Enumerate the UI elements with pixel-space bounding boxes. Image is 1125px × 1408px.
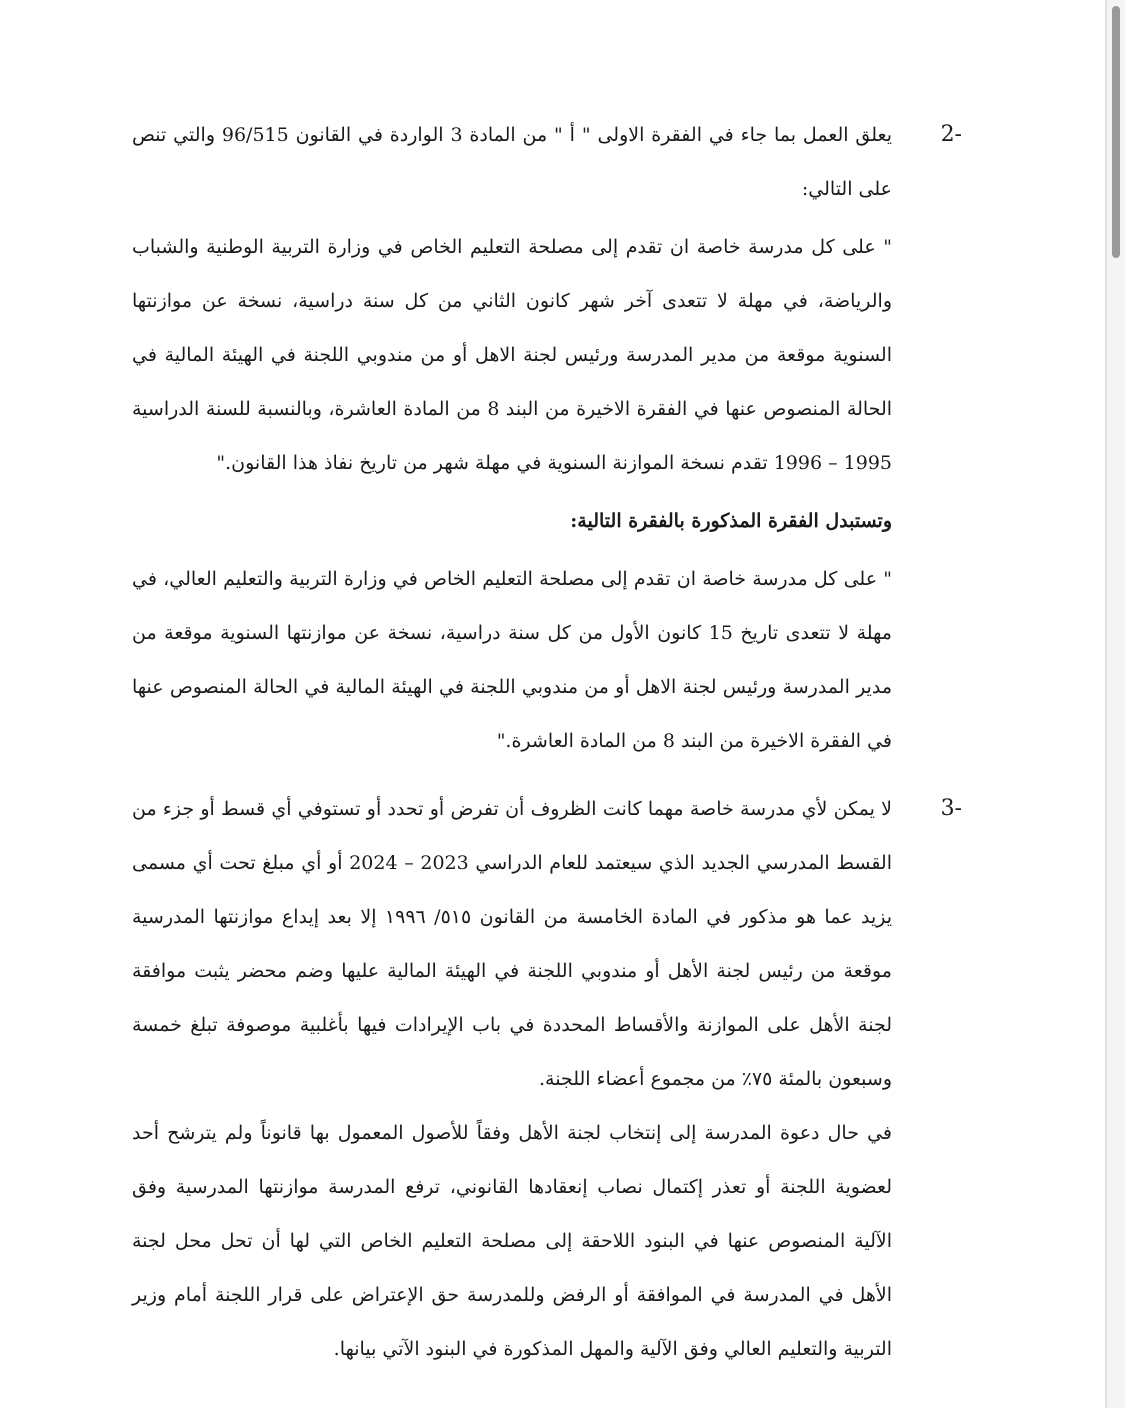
clause-3 — [132, 782, 962, 1106]
clause-text: لا يمكن لأي مدرسة خاصة مهما كانت الظروف أن تفرض أو تحدد أو تستوفي أي قسط أو جزء من القسط المدرسي الجديد الذي سيعتمد للعام الدراسي 2023 – 2024 أو أي مبلغ تحت أي مسمى يزيد عما هو مذكور في المادة الخامسة من القانون ٥١٥/ ١٩٩٦ إلا بعد إيداع موازنتها المدرسية موقعة من رئيس لجنة الأهل أو مندوبي اللجنة في الهيئة المالية عليها وضم محضر يثبت موافقة لجنة الأهل على الموازنة والأقساط المحددة في باب الإيرادات فيها بأغلبية موصوفة تبلغ خمسة وسبعون بالمئة ٧٥٪ من مجموع أعضاء اللجنة. — [132, 798, 893, 1090]
clause-2 — [132, 108, 962, 216]
document-body — [132, 108, 962, 1376]
replacement-heading: وتستبدل الفقرة المذكورة بالفقرة التالية: — [570, 510, 892, 532]
new-paragraph-quote: " على كل مدرسة خاصة ان تقدم إلى مصلحة التعليم الخاص في وزارة التربية والتعليم العالي، في مهلة لا تتعدى تاريخ 15 كانون الأول من كل سنة دراسية، نسخة عن موازنتها السنوية موقعة من مدير المدرسة ورئيس لجنة الاهل أو من مندوبي اللجنة في الهيئة المالية في الحالة المنصوص عنها في الفقرة الاخيرة من البند 8 من المادة العاشرة." — [132, 568, 892, 752]
clause-number: 2- — [940, 122, 962, 147]
clause-continuation: في حال دعوة المدرسة إلى إنتخاب لجنة الأهل وفقاً للأصول المعمول بها قانوناً ولم يترشح أحد لعضوية اللجنة أو تعذر إكتمال نصاب إنعقادها القانوني، ترفع المدرسة موازنتها المدرسية وفق الآلية المنصوص عنها في البنود اللاحقة إلى مصلحة التعليم الخاص التي لها أن تحل محل لجنة الأهل في المدرسة في الموافقة أو الرفض وللمدرسة حق الإعتراض على قرار اللجنة أمام وزير التربية والتعليم العالي وفق الآلية والمهل المذكورة في البنود الآتي بيانها. — [132, 1122, 892, 1360]
clause-intro: يعلق العمل بما جاء في الفقرة الاولى " أ " من المادة 3 الواردة في القانون 96/515 والتي تنص على التالي: — [132, 124, 893, 200]
vertical-scrollbar[interactable] — [1106, 0, 1125, 1408]
old-paragraph-quote: " على كل مدرسة خاصة ان تقدم إلى مصلحة التعليم الخاص في وزارة التربية الوطنية والشباب والرياضة، في مهلة لا تتعدى آخر شهر كانون الثاني من كل سنة دراسية، نسخة عن موازنتها السنوية موقعة من مدير المدرسة ورئيس لجنة الاهل أو من مندوبي اللجنة في الهيئة المالية في الحالة المنصوص عنها في الفقرة الاخيرة من البند 8 من المادة العاشرة، وبالنسبة للسنة الدراسية 1995 – 1996 تقدم نسخة الموازنة السنوية في مهلة شهر من تاريخ نفاذ هذا القانون." — [132, 236, 893, 474]
scrollbar-thumb[interactable] — [1112, 6, 1120, 258]
clause-number: 3- — [940, 796, 962, 821]
